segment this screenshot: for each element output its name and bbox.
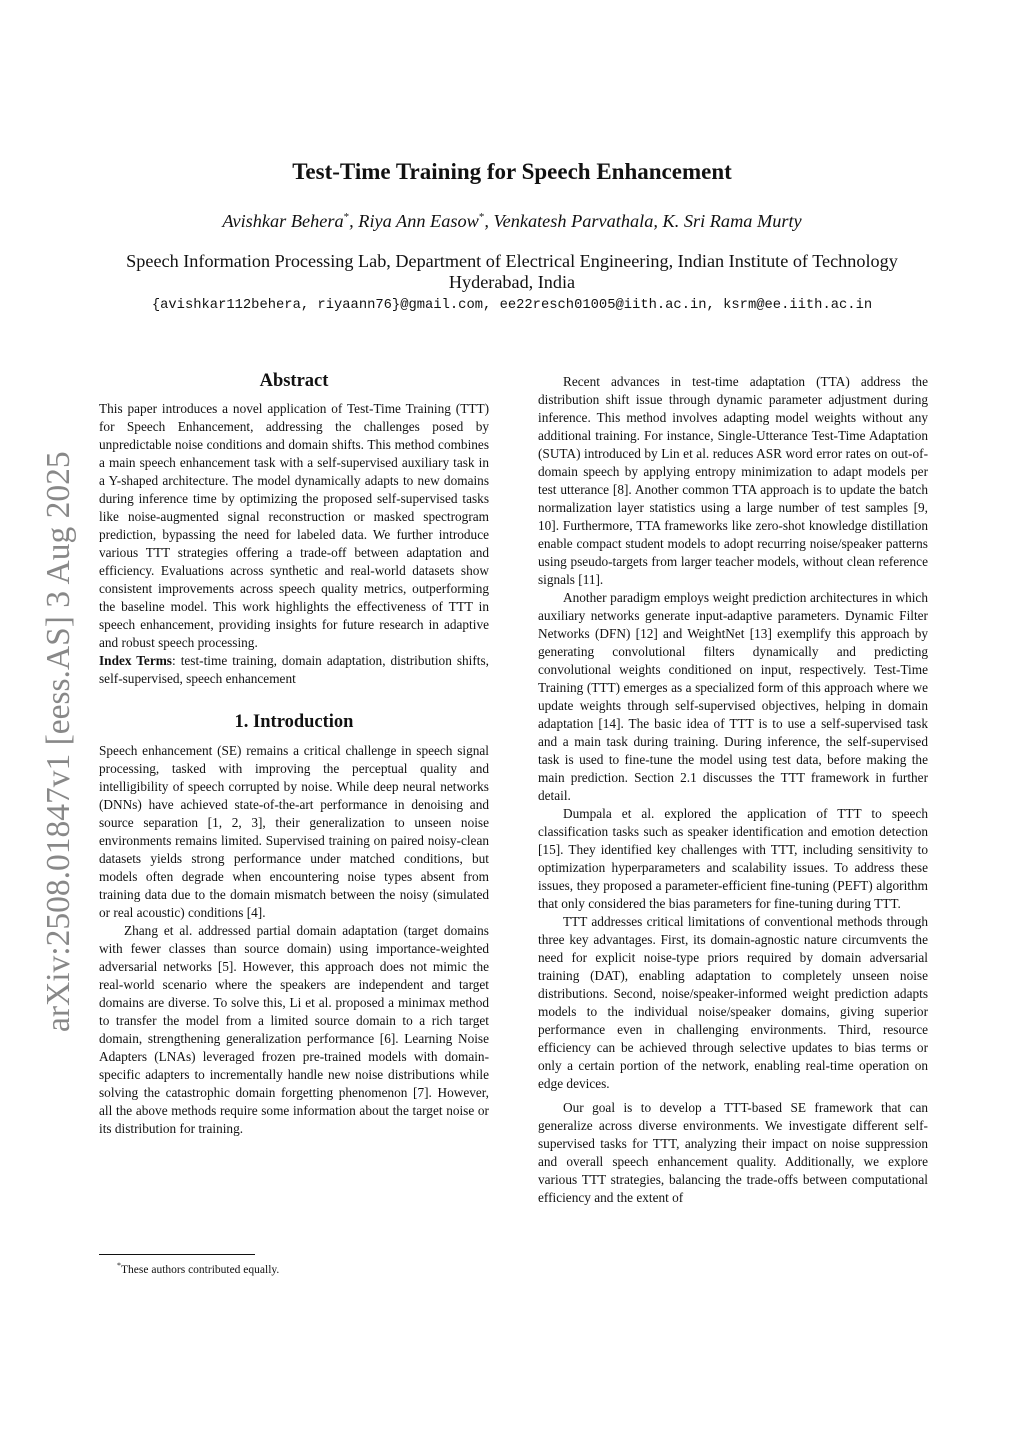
footnote — [117, 1261, 279, 1276]
footnote-mark: * — [117, 1261, 121, 1270]
author-name: K. Sri Rama Murty — [662, 211, 802, 232]
introduction-heading: 1. Introduction — [234, 712, 354, 732]
intro-paragraph: Speech enhancement (SE) remains a critical challenge in speech signal processing, tasked with improving the perceptual quality and intelligibility of speech corrupted by noise. While deep neural networks (DNNs) have achieved state-of-the-art performance in denoising and source separation [1, 2, 3], their generalization to unseen noise environments remains limited. Supervised training on paired noisy-clean datasets yields strong performance under matched conditions, but models often degrade when encountering noise types absent from training data due to the domain mismatch between the noisy (simulated or real acoustic) conditions [4]. — [99, 743, 489, 920]
index-terms — [99, 652, 489, 688]
author-name: Avishkar Behera — [222, 211, 344, 232]
author-name: Riya Ann Easow — [358, 211, 479, 232]
abstract-text: This paper introduces a novel application of Test-Time Training (TTT) for Speech Enhancement, addressing the challenges posed by unpredictable noise conditions and domain shifts. This method combines a main speech enhancement task with a self-supervised auxiliary task in a Y-shaped architecture. The model dynamically adapts to new domains during inference time by optimizing the proposed self-supervised tasks like noise-augmented signal reconstruction or masked spectrogram prediction, bypassing the need for labeled data. We further introduce various TTT strategies offering a trade-off between adaptation and efficiency. Evaluations across synthetic and real-world datasets show consistent improvements across speech quality metrics, outperforming the baseline model. This work highlights the effectiveness of TTT in speech enhancement, providing insights for future research in adaptive and robust speech processing. — [99, 401, 489, 650]
body-paragraph: Recent advances in test-time adaptation (TTA) address the distribution shift issue through dynamic parameter adjustment during inference. This method involves adapting model weights without any additional training. For instance, Single-Utterance Test-Time Adaptation (SUTA) introduced by Lin et al. reduces ASR word error rates on out-of-domain speech by applying entropy minimization to adapt models per test utterance [8]. Another common TTA approach is to update the batch normalization layer statistics using a large number of test samples [9, 10]. Furthermore, TTA frameworks like zero-shot knowledge distillation enable compact student models to adopt recurring noise/speaker patterns using pseudo-targets from larger teacher models, without clean reference signals [11]. — [538, 374, 928, 587]
paper-title: Test-Time Training for Speech Enhancement — [292, 159, 732, 184]
affiliation: Speech Information Processing Lab, Department of Electrical Engineering, Indian Institute of Technology Hyderabad, India — [126, 251, 898, 292]
equal-contribution-mark: * — [343, 211, 350, 223]
equal-contribution-mark: * — [478, 211, 485, 223]
body-paragraph: Another paradigm employs weight prediction architectures in which auxiliary networks generate input-adaptive parameters. Dynamic Filter Networks (DFN) [12] and WeightNet [13] exemplify this approach by generating convolutional filters dynamically and predicting convolutional weights conditioned on input, respectively. Test-Time Training (TTT) emerges as a specialized form of this approach where we update weights through self-supervised objectives, helping in domain adaptation [14]. The basic idea of TTT is to use a self-supervised task and a main task during training. During inference, the self-supervised task is used to fine-tune the model using test data, before making the main prediction. Section 2.1 discusses the TTT framework in further detail. — [538, 590, 928, 803]
abstract-heading: Abstract — [259, 371, 329, 391]
body-paragraph: Dumpala et al. explored the application of TTT to speech classification tasks such as speaker identification and emotion detection [15]. They identified key challenges with TTT, including sensitivity to optimization hyperparameters and scalability issues. To address these issues, they proposed a parameter-efficient fine-tuning (PEFT) algorithm that only considered the bias parameters for fine-tuning during TTT. — [538, 806, 928, 911]
intro-paragraph: Zhang et al. addressed partial domain adaptation (target domains with fewer classes than source domain) using importance-weighted adversarial networks [5]. However, this approach does not mimic the real-world scenario where the speakers are independent and target domains are diverse. To solve this, Li et al. proposed a minimax method to transfer the model from a limited source domain to a rich target domain, strengthening generalization performance [6]. Learning Noise Adapters (LNAs) leveraged frozen pre-trained models with domain-specific adapters to incrementally handle new noise distributions while solving the catastrophic domain forgetting phenomenon [7]. However, all the above methods require some information about the target noise or its distribution for training. — [99, 923, 489, 1136]
author-list: Avishkar Behera*, Riya Ann Easow*, Venkatesh Parvathala, K. Sri Rama Murty — [222, 211, 802, 232]
body-paragraph: Our goal is to develop a TTT-based SE framework that can generalize across diverse environments. We investigate different self-supervised tasks for TTT, analyzing their impact on noise suppression and overall speech enhancement quality. Additionally, we explore various TTT strategies, balancing the trade-offs between computational efficiency and the extent of — [538, 1100, 928, 1205]
body-paragraph: TTT addresses critical limitations of conventional methods through three key advantages. First, its domain-agnostic nature circumvents the need for explicit noise-type priors required by domain adversarial training (DAT), enabling adaptation to completely unseen noise distributions. Second, noise/speaker-informed weight prediction adapts models to the individual noise/speaker domains, giving superior performance even in challenging environments. Third, resource efficiency can be achieved through selective updates to bias terms or only a certain portion of the network, enabling real-time operation on edge devices. — [538, 914, 928, 1091]
footnote-rule — [99, 1254, 255, 1255]
footnote-text: These authors contributed equally. — [121, 1263, 280, 1276]
index-terms-text: : test-time training, domain adaptation, distribution shifts, self-supervised, speech enhancement — [99, 653, 489, 686]
author-name: Venkatesh Parvathala — [493, 211, 654, 232]
author-emails: {avishkar112behera, riyaann76}@gmail.com, ee22resch01005@iith.ac.in, ksrm@ee.iith.ac.in — [151, 298, 873, 313]
right-column — [538, 373, 928, 1207]
index-terms-label: Index Terms — [99, 653, 172, 668]
arxiv-identifier: arXiv:2508.01847v1 [eess.AS] 3 Aug 2025 — [40, 451, 77, 1032]
left-column — [99, 370, 489, 1138]
